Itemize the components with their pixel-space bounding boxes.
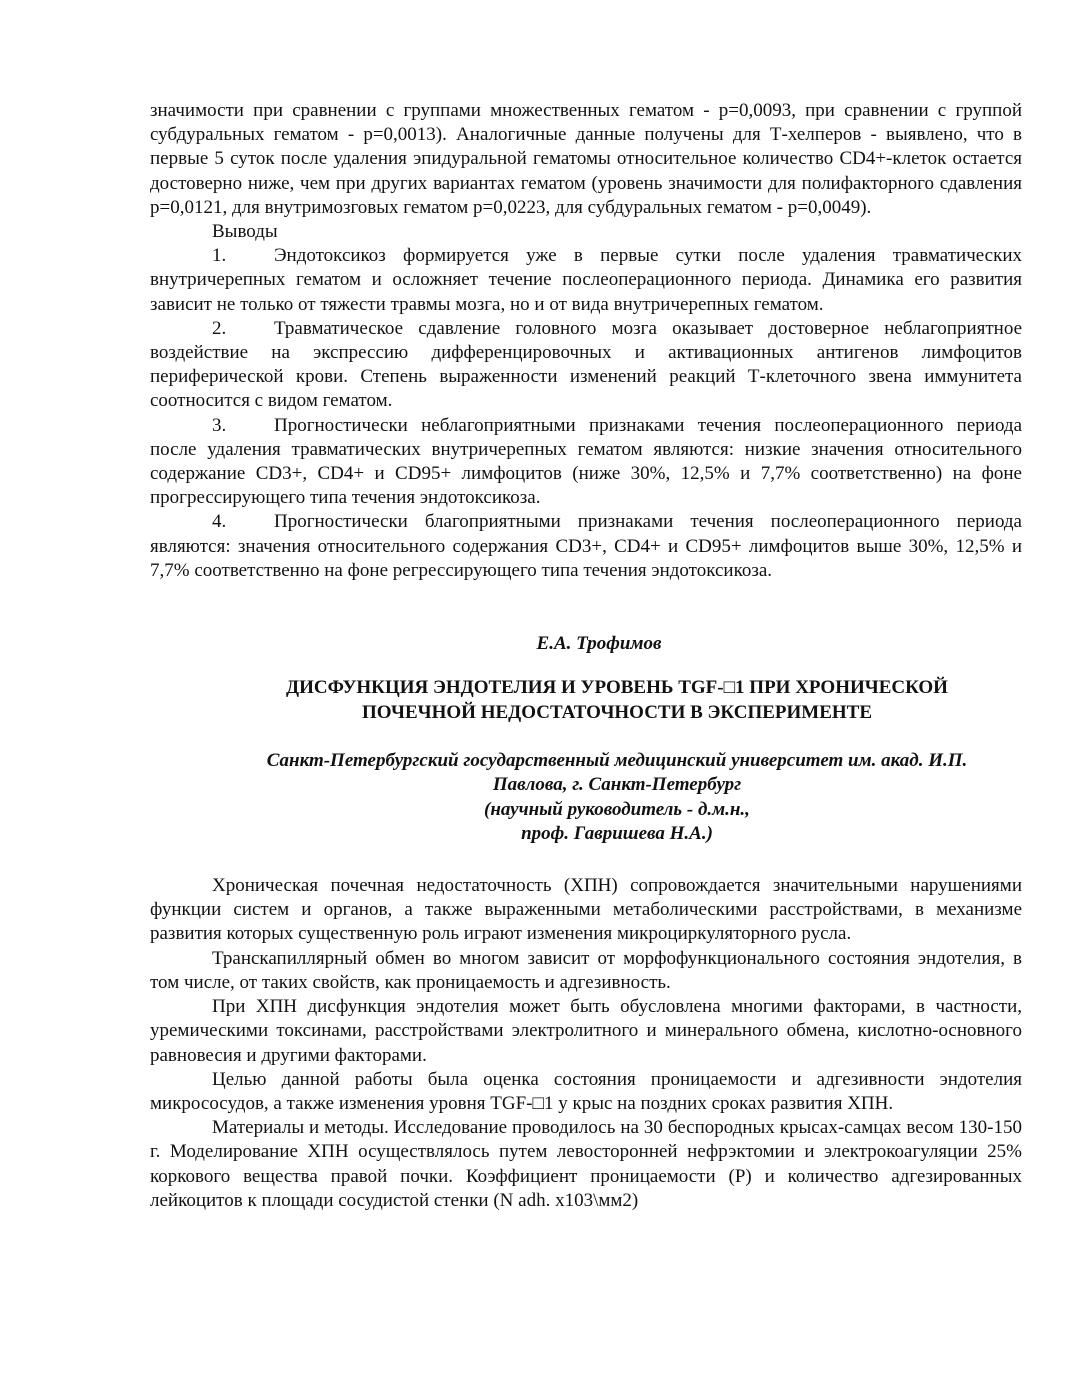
- affiliation-line: (научный руководитель - д.м.н.,: [484, 798, 750, 820]
- conclusion-item-2: [150, 317, 1022, 414]
- affiliation-line: проф. Гавришева Н.А.): [521, 822, 713, 844]
- article-title: [150, 676, 1022, 725]
- article-affiliation: [150, 749, 1022, 846]
- section-gap: [150, 846, 1022, 874]
- conclusion-number: 4.: [212, 511, 227, 533]
- body-paragraph: Хроническая почечная недостаточность (ХПН) сопровождается значительными нарушениями функции систем и органов, а также выраженными метаболическими расстройствами, в механизме развития которых существенную роль играют изменения микроциркуляторного русла.: [150, 875, 1022, 945]
- section-gap: [150, 656, 1022, 676]
- conclusion-text: Травматическое сдавление головного мозга оказывает достоверное неблагоприятное воздействие на экспрессию дифференцировочных и активационных антигенов лимфоцитов периферической крови. Степень выраженности изменений реакций Т-клеточного звена иммунитета соотносится с видом гематом.: [150, 317, 1022, 412]
- section-gap: [150, 583, 1022, 632]
- conclusion-number: 2.: [212, 317, 227, 339]
- conclusion-text: Прогностически неблагоприятными признаками течения послеоперационного периода после удаления травматических внутричерепных гематом являются: низкие значения относительного содержание CD3+, CD4+ и CD95+ лимфоцитов (ниже 30%, 12,5% и 7,7% соответственно) на фоне прогрессирующего типа течения эндотоксикоза.: [150, 414, 1022, 509]
- paragraph-results-continued: значимости при сравнении с группами множественных гематом - p=0,0093, при сравнении с группой субдуральных гематом - p=0,0013). Аналогичные данные получены для Т-хелперов - выявлено, что в первые 5 суток после удаления эпидуральной гематомы относительное количество CD4+-клеток остается достоверно ниже, чем при других вариантах гематом (уровень значимости для полифакторного сдавления p=0,0121, для внутримозговых гематом p=0,0223, для субдуральных гематом - p=0,0049).: [150, 100, 1022, 218]
- affiliation-line: Павлова, г. Санкт-Петербург: [492, 774, 742, 796]
- conclusion-text: Прогностически благоприятными признаками течения послеоперационного периода являются: значения относительного содержания CD3+, CD4+ и CD95+ лимфоцитов выше 30%, 12,5% и 7,7% соответственно на фоне регрессирующего типа течения эндотоксикоза.: [150, 511, 1022, 581]
- section-gap: [150, 725, 1022, 749]
- body-paragraph: Транскапиллярный обмен во многом зависит от морфофункционального состояния эндотелия, в том числе, от таких свойств, как проницаемость и адгезивность.: [150, 947, 1022, 993]
- conclusions-heading: Выводы: [212, 221, 278, 243]
- conclusion-number: 1.: [212, 245, 227, 267]
- body-paragraph: Целью данной работы была оценка состояния проницаемости и адгезивности эндотелия микрососудов, а также изменения уровня TGF-□1 у крыс на поздних сроках развития ХПН.: [150, 1068, 1022, 1114]
- conclusion-text: Эндотоксикоз формируется уже в первые сутки после удаления травматических внутричерепных гематом и осложняет течение послеоперационного периода. Динамика его развития зависит не только от тяжести травмы мозга, но и от вида внутричерепных гематом.: [150, 245, 1022, 315]
- conclusion-number: 3.: [212, 414, 227, 436]
- body-paragraph: При ХПН дисфункция эндотелия может быть обусловлена многими факторами, в частности, уремическими токсинами, расстройствами электролитного и минерального обмена, кислотно-основного равновесия и другими факторами.: [150, 996, 1022, 1066]
- conclusion-item-1: [150, 244, 1022, 317]
- document-page: [150, 99, 1022, 1213]
- conclusion-item-4: [150, 510, 1022, 583]
- body-paragraph: Материалы и методы. Исследование проводилось на 30 беспородных крысах-самцах весом 130-150 г. Моделирование ХПН осуществлялось путем левосторонней нефрэктомии и электрокоагуляции 25% коркового вещества правой почки. Коэффициент проницаемости (P) и количество адгезированных лейкоцитов к площади сосудистой стенки (N adh. x103\мм2): [150, 1117, 1022, 1211]
- article-title-line: ДИСФУНКЦИЯ ЭНДОТЕЛИЯ И УРОВЕНЬ TGF-□1 ПРИ ХРОНИЧЕСКОЙ: [286, 677, 948, 699]
- affiliation-line: Санкт-Петербургский государственный медицинский университет им. акад. И.П.: [266, 750, 968, 772]
- article-author: Е.А. Трофимов: [536, 633, 662, 655]
- article-title-line: ПОЧЕЧНОЙ НЕДОСТАТОЧНОСТИ В ЭКСПЕРИМЕНТЕ: [361, 701, 873, 723]
- conclusion-item-3: [150, 414, 1022, 511]
